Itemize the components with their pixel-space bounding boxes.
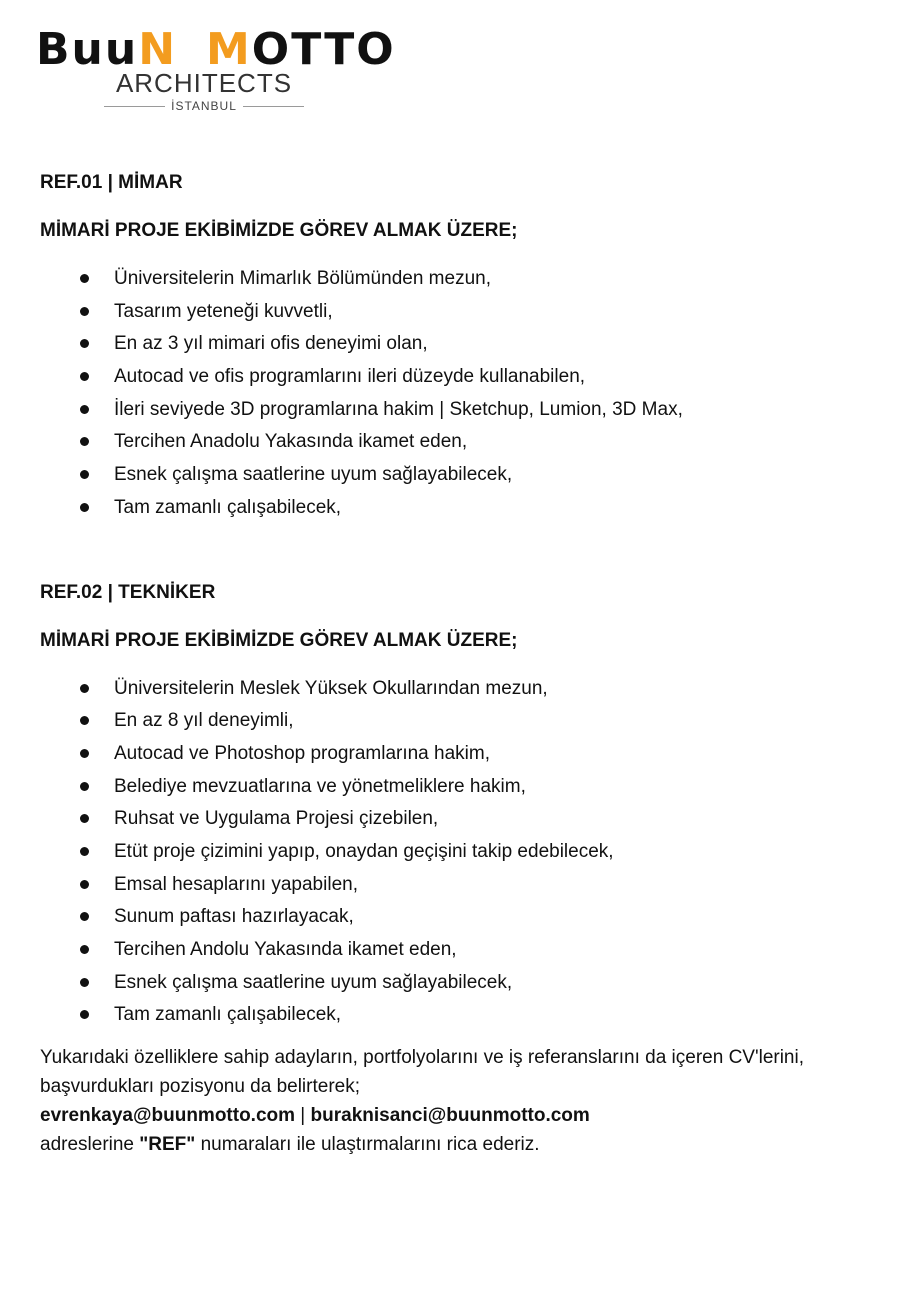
bullet-icon — [80, 470, 89, 479]
company-logo — [36, 18, 396, 118]
list-item-text: Tasarım yeteneği kuvvetli, — [114, 300, 333, 322]
bullet-icon — [80, 716, 89, 725]
bullet-icon — [80, 1010, 89, 1019]
logo-divider-left — [104, 106, 165, 107]
list-item-text: En az 3 yıl mimari ofis deneyimi olan, — [114, 333, 428, 355]
bullet-icon — [80, 503, 89, 512]
logo-city: İSTANBUL — [171, 99, 237, 113]
bullet-icon — [80, 847, 89, 856]
job-posting — [40, 166, 880, 1159]
list-item — [40, 770, 880, 803]
section-subtitle: MİMARİ PROJE EKİBİMİZDE GÖREV ALMAK ÜZERE; — [40, 220, 518, 241]
bullet-icon — [80, 339, 89, 348]
bullet-icon — [80, 912, 89, 921]
list-item-text: Esnek çalışma saatlerine uyum sağlayabilecek, — [114, 971, 513, 993]
list-item — [40, 360, 880, 393]
section-spacer — [40, 524, 880, 576]
bullet-icon — [80, 437, 89, 446]
closing-paragraph — [40, 1043, 880, 1159]
bullet-icon — [80, 749, 89, 758]
list-item-text: Autocad ve Photoshop programlarına hakim, — [114, 742, 490, 764]
closing-line-2: başvurdukları pozisyonu da belirterek; — [40, 1076, 361, 1098]
section-subtitle: MİMARİ PROJE EKİBİMİZDE GÖREV ALMAK ÜZERE; — [40, 629, 518, 651]
list-item — [40, 900, 880, 933]
list-item — [40, 704, 880, 737]
list-item-text: Belediye mevzuatlarına ve yönetmeliklere hakim, — [114, 775, 526, 797]
list-item — [40, 737, 880, 770]
closing-line-4-pre: adreslerine — [40, 1134, 140, 1156]
list-item — [40, 802, 880, 835]
list-item — [40, 425, 880, 458]
bullet-icon — [80, 782, 89, 791]
list-item-text: Autocad ve ofis programlarını ileri düzeyde kullanabilen, — [114, 366, 586, 388]
list-item-text: Etüt proje çizimini yapıp, onaydan geçişini takip edebilecek, — [114, 840, 614, 862]
list-item-text: İleri seviyede 3D programlarına hakim | Sketchup, Lumion, 3D Max, — [114, 398, 683, 420]
list-item — [40, 933, 880, 966]
bullet-icon — [80, 372, 89, 381]
bullet-icon — [80, 880, 89, 889]
list-item-text: Sunum paftası hazırlayacak, — [114, 906, 354, 928]
logo-divider-right — [243, 106, 304, 107]
list-item — [40, 393, 880, 426]
closing-line-4-post: numaraları ile ulaştırmalarını rica ederiz. — [195, 1134, 540, 1156]
bullet-icon — [80, 405, 89, 414]
section-ref-title: REF.01 | MİMAR — [40, 172, 183, 193]
list-item-text: Ruhsat ve Uygulama Projesi çizebilen, — [114, 808, 439, 830]
bullet-icon — [80, 274, 89, 283]
list-item — [40, 295, 880, 328]
logo-city-row — [104, 98, 304, 114]
list-item — [40, 998, 880, 1031]
bullet-icon — [80, 684, 89, 693]
bullet-icon — [80, 814, 89, 823]
logo-wordmark — [36, 24, 396, 75]
list-item-text: Esnek çalışma saatlerine uyum sağlayabilecek, — [114, 464, 513, 486]
section-ref-01 — [40, 166, 880, 524]
list-item — [40, 835, 880, 868]
list-item-text: Üniversitelerin Mimarlık Bölümünden mezun, — [114, 268, 491, 289]
list-item — [40, 868, 880, 901]
list-item — [40, 458, 880, 491]
logo-brand-part2: MOTTO — [206, 24, 396, 75]
list-item-text: Tercihen Andolu Yakasında ikamet eden, — [114, 939, 457, 960]
bullet-icon — [80, 978, 89, 987]
list-item-text: Tam zamanlı çalışabilecek, — [114, 496, 342, 518]
list-item-text: Tam zamanlı çalışabilecek, — [114, 1004, 342, 1026]
contact-emails — [40, 1101, 880, 1130]
email-link-buraknisanci[interactable]: buraknisanci@buunmotto.com — [310, 1105, 590, 1127]
list-item — [40, 966, 880, 999]
section-ref-02 — [40, 576, 880, 1032]
logo-brand-part1: BuuN — [36, 24, 178, 75]
list-item-text: Tercihen Anadolu Yakasında ikamet eden, — [114, 431, 468, 453]
bullet-icon — [80, 307, 89, 316]
closing-line-1: Yukarıdaki özelliklere sahip adayların, portfolyolarını ve iş referanslarını da içeren CV'lerini, — [40, 1047, 804, 1069]
bullet-icon — [80, 945, 89, 954]
list-item-text: Emsal hesaplarını yapabilen, — [114, 873, 358, 895]
requirements-list — [40, 672, 880, 1032]
list-item — [40, 327, 880, 360]
list-item — [40, 491, 880, 524]
list-item-text: En az 8 yıl deneyimli, — [114, 710, 294, 732]
list-item — [40, 262, 880, 295]
email-link-evrenkaya[interactable]: evrenkaya@buunmotto.com — [40, 1105, 296, 1127]
ref-emphasis: "REF" — [139, 1134, 196, 1156]
section-ref-title: REF.02 | TEKNİKER — [40, 581, 216, 603]
closing-line-4 — [40, 1130, 880, 1159]
list-item-text: Üniversitelerin Meslek Yüksek Okullarından mezun, — [114, 677, 548, 699]
email-separator: | — [295, 1105, 311, 1127]
logo-subtitle: ARCHITECTS — [115, 68, 293, 98]
requirements-list — [40, 262, 880, 524]
list-item — [40, 672, 880, 705]
